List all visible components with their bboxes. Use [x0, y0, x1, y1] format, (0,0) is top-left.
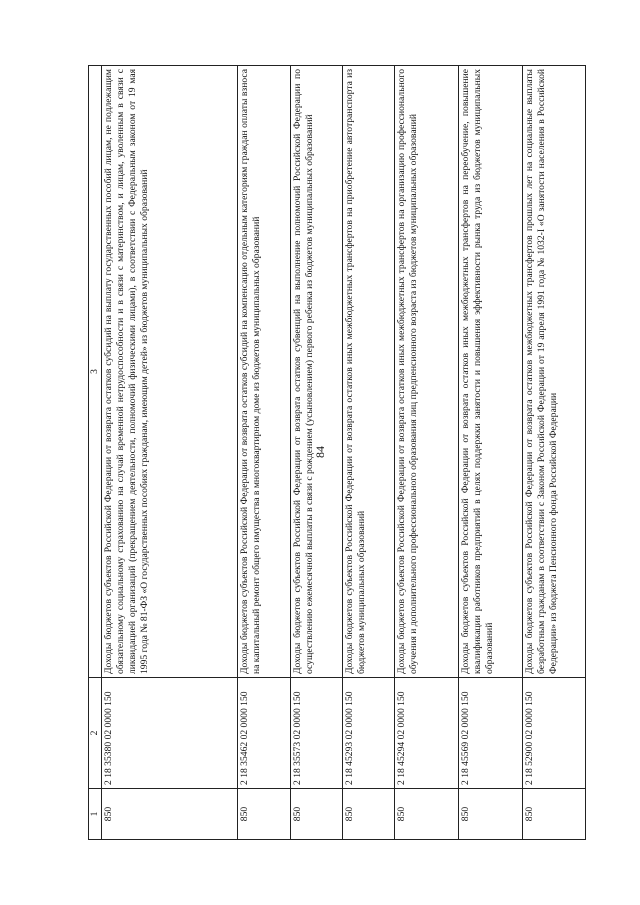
admin-code-cell: 850: [342, 789, 394, 840]
admin-code-cell: 850: [101, 789, 237, 840]
admin-code-cell: 850: [394, 789, 458, 840]
revenue-name-cell: Доходы бюджетов субъектов Российской Федерации от возврата остатков субсидий на компенсацию отдельным категориям граждан оплаты взноса на капитальный ремонт общего имущества в многоквартирном доме из бюджетов муниципальных образований: [237, 66, 290, 678]
table-row: [342, 66, 394, 840]
kbk-code-cell: 2 18 35380 02 0000 150: [101, 678, 237, 789]
kbk-code-cell: 2 18 45293 02 0000 150: [342, 678, 394, 789]
kbk-code-cell: 2 18 52900 02 0000 150: [522, 678, 585, 789]
revenue-name-cell: Доходы бюджетов субъектов Российской Федерации от возврата остатков субсидий на выплату государственных пособий лицам, не подлежащим обязательному социальному страхованию на случай временной нетрудоспособности и в связи с материнством, и лицам, уволенным в связи с ликвидацией организаций (прекращением деятельности, полномочий физическими лицами), в соответствии с Федеральным законом от 19 мая 1995 года № 81-ФЗ «О государственных пособиях гражданам, имеющим детей» из бюджетов муниципальных образований: [101, 66, 237, 678]
admin-code-cell: 850: [522, 789, 585, 840]
table-header-row: [89, 66, 102, 840]
revenue-name-cell: Доходы бюджетов субъектов Российской Федерации от возврата остатков субвенций на выполнение полномочий Российской Федерации по осуществлению ежемесячной выплаты в связи с рождением (усыновлением) первого ребенка из бюджетов муниципальных образований: [290, 66, 342, 678]
revenue-codes-table: [88, 65, 586, 840]
table-row: [522, 66, 585, 840]
table-row: [458, 66, 522, 840]
kbk-code-cell: 2 18 45294 02 0000 150: [394, 678, 458, 789]
revenue-name-cell: Доходы бюджетов субъектов Российской Федерации от возврата остатков иных межбюджетных трансфертов на переобучение, повышение квалификации работников предприятий в целях поддержки занятости и повышения эффективности рынка труда из бюджетов муниципальных образований: [458, 66, 522, 678]
rotated-page-content: [88, 65, 559, 840]
column-header-1: 1: [89, 789, 102, 840]
table-row: [101, 66, 237, 840]
column-header-2: 2: [89, 678, 102, 789]
table-row: [237, 66, 290, 840]
admin-code-cell: 850: [237, 789, 290, 840]
column-header-3: 3: [89, 66, 102, 678]
table-row: [290, 66, 342, 840]
admin-code-cell: 850: [290, 789, 342, 840]
table-row: [394, 66, 458, 840]
kbk-code-cell: 2 18 45569 02 0000 150: [458, 678, 522, 789]
revenue-name-cell: Доходы бюджетов субъектов Российской Федерации от возврата остатков межбюджетных трансфертов прошлых лет на социальные выплаты безработным гражданам в соответствии с Законом Российской Федерации от 19 апреля 1991 года № 1032-I «О занятости населения в Российской Федерации» из бюджета Пенсионного фонда Российской Федерации: [522, 66, 585, 678]
revenue-name-cell: Доходы бюджетов субъектов Российской Федерации от возврата остатков иных межбюджетных трансфертов на приобретение автотранспорта из бюджетов муниципальных образований: [342, 66, 394, 678]
admin-code-cell: 850: [458, 789, 522, 840]
kbk-code-cell: 2 18 35573 02 0000 150: [290, 678, 342, 789]
page-number: 84: [313, 446, 327, 458]
kbk-code-cell: 2 18 35462 02 0000 150: [237, 678, 290, 789]
revenue-name-cell: Доходы бюджетов субъектов Российской Федерации от возврата остатков иных межбюджетных трансфертов на организацию профессионального обучения и дополнительного профессионального образования лиц предпенсионного возраста из бюджетов муниципальных образований: [394, 66, 458, 678]
